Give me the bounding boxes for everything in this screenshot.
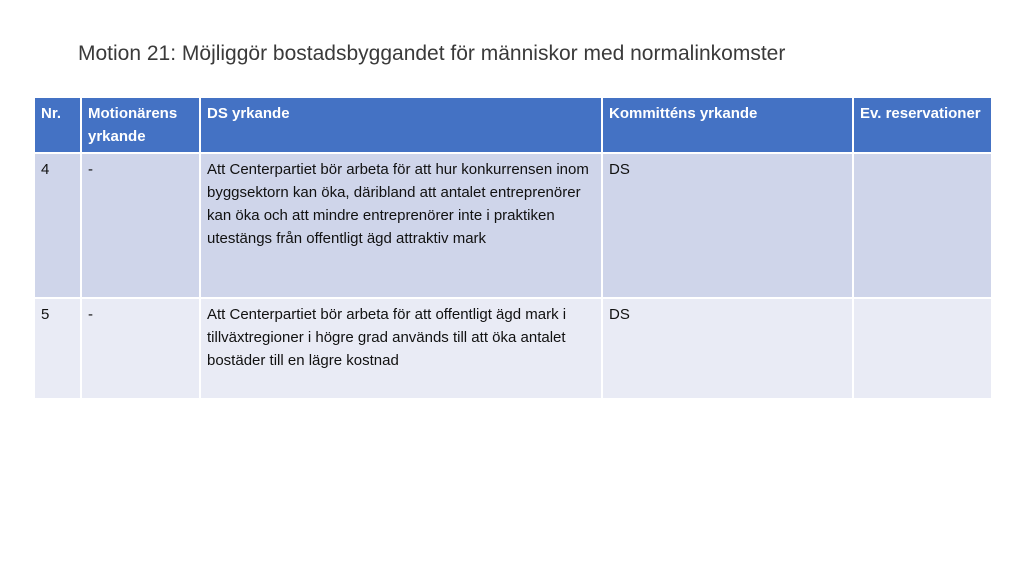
header-ev-reservationer: Ev. reservationer xyxy=(853,97,992,153)
table-header-row xyxy=(34,97,992,153)
cell-ds-yrkande: Att Centerpartiet bör arbeta för att offentligt ägd mark i tillväxtregioner i högre grad används till att öka antalet bostäder till en lägre kostnad xyxy=(200,298,602,399)
header-motionarens-yrkande: Motionärens yrkande xyxy=(81,97,200,153)
cell-ev-reservationer xyxy=(853,153,992,298)
cell-ev-reservationer xyxy=(853,298,992,399)
cell-motionarens-yrkande: - xyxy=(81,298,200,399)
cell-nr: 5 xyxy=(34,298,81,399)
table-row xyxy=(34,298,992,399)
table-row xyxy=(34,153,992,298)
header-kommittens-yrkande: Kommitténs yrkande xyxy=(602,97,853,153)
motion-table xyxy=(33,96,993,400)
cell-kommittens-yrkande: DS xyxy=(602,153,853,298)
cell-nr: 4 xyxy=(34,153,81,298)
header-ds-yrkande: DS yrkande xyxy=(200,97,602,153)
cell-kommittens-yrkande: DS xyxy=(602,298,853,399)
header-nr: Nr. xyxy=(34,97,81,153)
cell-ds-yrkande: Att Centerpartiet bör arbeta för att hur konkurrensen inom byggsektorn kan öka, däribland att antalet entreprenörer kan öka och att mindre entreprenörer inte i praktiken utestängs från offentligt ägd attraktiv mark xyxy=(200,153,602,298)
cell-motionarens-yrkande: - xyxy=(81,153,200,298)
page-title: Motion 21: Möjliggör bostadsbyggandet för människor med normalinkomster xyxy=(78,42,786,65)
